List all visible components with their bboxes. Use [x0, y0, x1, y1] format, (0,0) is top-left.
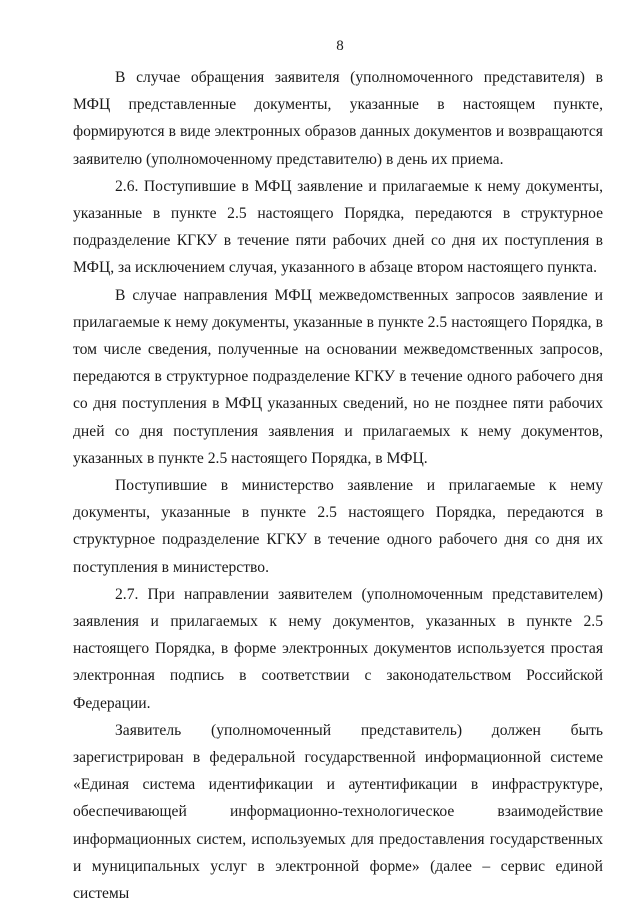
paragraph-ministry-transfer: Поступившие в министерство заявление и прилагаемые к нему документы, указанные в пункте 2.5 настоящего Порядка, передаются в структурное подразделение КГКУ в течение одного рабочего дня со дня их поступления в министерство. [73, 477, 603, 576]
paragraph-interagency-requests: В случае направления МФЦ межведомственных запросов заявление и прилагаемые к нему документы, указанные в пункте 2.5 настоящего Порядка, в том числе сведения, полученные на основании межведомственных запросов, передаются в структурное подразделение КГКУ в течение одного рабочего дня со дня поступления в МФЦ указанных сведений, но не позднее пяти рабочих дней со дня поступления заявления и прилагаемых к нему документов, указанных в пункте 2.5 настоящего Порядка, в МФЦ. [73, 286, 603, 467]
paragraph-2-6: 2.6. Поступившие в МФЦ заявление и прилагаемые к нему документы, указанные в пункте 2.5 настоящего Порядка, передаются в структурное подразделение КГКУ в течение пяти рабочих дней со дня их поступления в МФЦ, за исключением случая, указанного в абзаце втором настоящего пункта. [73, 177, 603, 277]
paragraph-2-7: 2.7. При направлении заявителем (уполномоченным представителем) заявления и прилагаемых к нему документов, указанных в пункте 2.5 настоящего Порядка, в форме электронных документов используется простая электронная подпись в соответствии с законодательством Российской Федерации. [73, 585, 603, 712]
page-number: 8 [336, 38, 344, 54]
paragraph-esia-registration: Заявитель (уполномоченный представитель) должен быть зарегистрирован в федеральной государственной информационной системе «Единая система идентификации и аутентификации в инфраструктуре, обеспечивающей информационно-технологическое взаимодействие информационных систем, используемых для предоставления государственных и муниципальных услуг в электронной форме» (далее – сервис единой системы [73, 721, 603, 903]
paragraph-mfc-documents-return: В случае обращения заявителя (уполномоченного представителя) в МФЦ представленные документы, указанные в настоящем пункте, формируются в виде электронных образов данных документов и возвращаются заявителю (уполномоченному представителю) в день их приема. [73, 69, 603, 168]
document-body [73, 64, 603, 907]
